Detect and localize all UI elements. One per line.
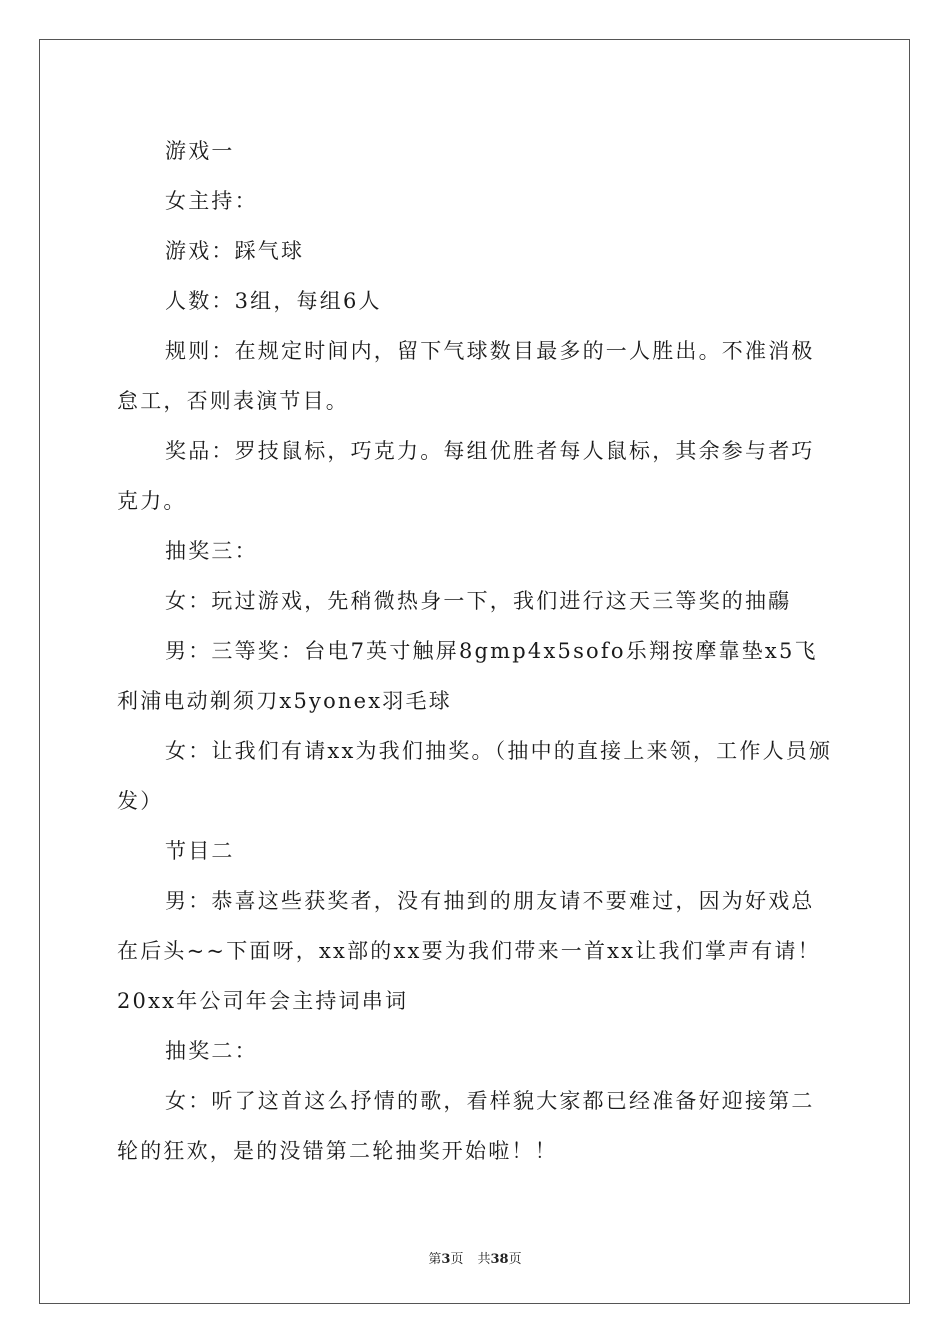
total-suffix: 页: [508, 1252, 522, 1267]
paragraph: 男：三等奖：台电7英寸触屏8gmp4x5sofo乐翔按摩靠垫x5飞利浦电动剃须刀x5yonex羽毛球: [117, 639, 818, 713]
paragraph: 女：玩过游戏，先稍微热身一下，我们进行这天三等奖的抽鬺: [165, 589, 792, 613]
paragraph: 女：听了这首这么抒情的歌，看样貌大家都已经准备好迎接第二轮的狂欢，是的没错第二轮抽奖开始啦！！: [117, 1089, 815, 1163]
total-prefix: 共: [477, 1252, 491, 1267]
page-number: 3: [441, 1252, 451, 1267]
page-prefix: 第: [428, 1252, 442, 1267]
page-suffix: 页: [450, 1252, 464, 1267]
paragraph: 奖品：罗技鼠标，巧克力。每组优胜者每人鼠标，其余参与者巧克力。: [117, 439, 815, 513]
paragraph: 女主持：: [165, 189, 258, 213]
paragraph: 人数：3组，每组6人: [165, 289, 382, 313]
paragraph: 规则：在规定时间内，留下气球数目最多的一人胜出。不准消极怠工，否则表演节目。: [117, 339, 815, 413]
paragraph: 抽奖三：: [165, 539, 258, 563]
total-pages: 38: [490, 1252, 509, 1267]
paragraph-title-line: 20xx年公司年会主持词串词: [117, 989, 409, 1013]
paragraph: 女：让我们有请xx为我们抽奖。（抽中的直接上来领，工作人员颁发）: [117, 739, 833, 813]
paragraph: 游戏：踩气球: [165, 239, 305, 263]
document-body: [117, 126, 835, 1176]
paragraph: 抽奖二：: [165, 1039, 258, 1063]
page-footer: [0, 1248, 950, 1267]
paragraph: 游戏一: [165, 139, 235, 163]
paragraph: 节目二: [165, 839, 235, 863]
paragraph: 男：恭喜这些获奖者，没有抽到的朋友请不要难过，因为好戏总在后头~~下面呀，xx部的xx要为我们带来一首xx让我们掌声有请！: [117, 889, 821, 963]
